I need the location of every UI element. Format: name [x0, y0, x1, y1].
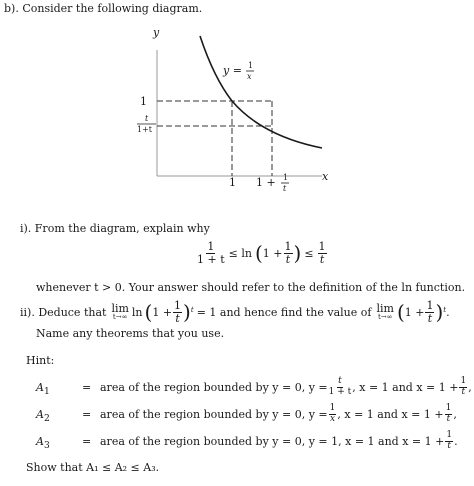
a3-symbol: A	[36, 435, 44, 448]
a3-tail: .	[454, 434, 458, 448]
x-tick-one: 1	[229, 176, 236, 189]
a3-frac2-num: 1	[446, 430, 453, 441]
ineq-le-ln: ≤ ln	[228, 246, 252, 260]
hint-row-a3	[0, 429, 474, 453]
x-tick-prefix: 1 +	[256, 176, 276, 189]
ii-inner-den-2: t	[427, 311, 433, 325]
curve-label-den: x	[247, 72, 252, 81]
a2-frac-num: 1	[329, 403, 336, 414]
curve-reciprocal	[200, 36, 322, 148]
ii-inner-prefix: 1 +	[152, 305, 173, 319]
a2-tail: ,	[453, 407, 457, 421]
a1-text-b: , x = 1 and x = 1 +	[352, 380, 459, 394]
x-axis-label: x	[322, 170, 329, 183]
a2-eq: =	[82, 408, 92, 421]
a1-frac2-num: 1	[460, 376, 467, 387]
a1-eq: =	[82, 381, 92, 394]
lim-word: lim	[111, 302, 129, 315]
a1-frac-den: 1 + t	[328, 386, 352, 397]
part-ii-label: ii). Deduce that	[20, 305, 107, 319]
a1-frac2-den: t	[461, 386, 466, 397]
lim-word-2: lim	[376, 302, 394, 315]
x-tick-num: 1	[283, 173, 289, 182]
hint-label: Hint:	[26, 354, 55, 367]
ii-inner-num-2: 1	[426, 298, 434, 312]
ineq-inner-num: 1	[284, 240, 292, 253]
y-tick-frac-den: 1+t	[137, 125, 153, 134]
ii-power: t	[190, 306, 194, 314]
a2-sub: 2	[43, 413, 50, 425]
part-b-heading: b). Consider the following diagram.	[4, 2, 203, 15]
a1-text-a: area of the region bounded by y = 0, y =	[100, 380, 328, 394]
y-axis-label: y	[153, 26, 160, 39]
ineq-inner-prefix: 1 +	[262, 246, 283, 260]
ii-inner-den: t	[175, 311, 180, 325]
show-that: Show that A₁ ≤ A₂ ≤ A₃.	[26, 461, 160, 474]
ii-inner-prefix-2: 1 +	[404, 305, 425, 319]
y-tick-frac-num: t	[145, 114, 149, 123]
a3-frac2-den: t	[447, 440, 452, 451]
curve-label-lhs: y =	[223, 64, 242, 77]
ineq-lhs-den: 1 + t	[197, 252, 225, 266]
a2-text-b: , x = 1 and x = 1 +	[337, 407, 444, 421]
part-i-label: i). From the diagram, explain why	[20, 222, 210, 235]
ii-inner-num: 1	[174, 298, 182, 312]
a2-frac-den: x	[329, 413, 336, 424]
a3-text-a: area of the region bounded by y = 0, y = 1, x = 1 and x = 1 +	[100, 434, 445, 448]
part-i-followup: whenever t > 0. Your answer should refer to the definition of the ln function.	[36, 281, 466, 294]
part-ii-line2: Name any theorems that you use.	[36, 327, 225, 340]
a1-tail: ,	[468, 380, 472, 394]
x-tick-den: t	[283, 184, 287, 193]
part-ii-statement: ii). Deduce that lim t→∞ ln ( 1 + $\frac{1}{t}$ ) t = 1 and hence find the value of lim t→∞ ( 1 + $\frac{1}{t}$ ) t .	[20, 298, 450, 325]
a1-symbol: A	[36, 381, 44, 394]
a3-sub: 3	[43, 440, 50, 452]
hint-row-a1	[0, 375, 474, 399]
a2-symbol: A	[36, 408, 44, 421]
ii-equals-text: = 1 and hence find the value of	[196, 305, 372, 319]
ii-power-2: t	[443, 306, 447, 314]
diagram	[0, 18, 474, 218]
part-i-inequality: $\frac{1}{1 + t}$ ≤ ln ( 1 + $\frac{1}{t}$ ) ≤ $\frac{1}{t}$	[197, 240, 326, 266]
a2-text-a: area of the region bounded by y = 0, y =	[100, 407, 328, 421]
ineq-inner-den: t	[285, 252, 291, 266]
a3-eq: =	[82, 435, 92, 448]
a1-frac-num: t	[338, 376, 342, 387]
lim-sub: t→∞	[112, 313, 128, 321]
ineq-rhs-num: 1	[318, 240, 326, 253]
ineq-rhs-den: t	[319, 252, 325, 266]
y-tick-one: 1	[140, 95, 147, 108]
ineq-lhs-num: 1	[207, 240, 215, 253]
curve-label-num: 1	[248, 61, 254, 70]
a1-sub: 1	[43, 386, 50, 398]
ln-word: ln	[131, 305, 143, 319]
a2-frac2-num: 1	[445, 403, 452, 414]
hint-row-a2	[0, 402, 474, 426]
lim-sub-2: t→∞	[377, 313, 393, 321]
ineq-le2: ≤	[304, 246, 314, 260]
a2-frac2-den: t	[446, 413, 451, 424]
